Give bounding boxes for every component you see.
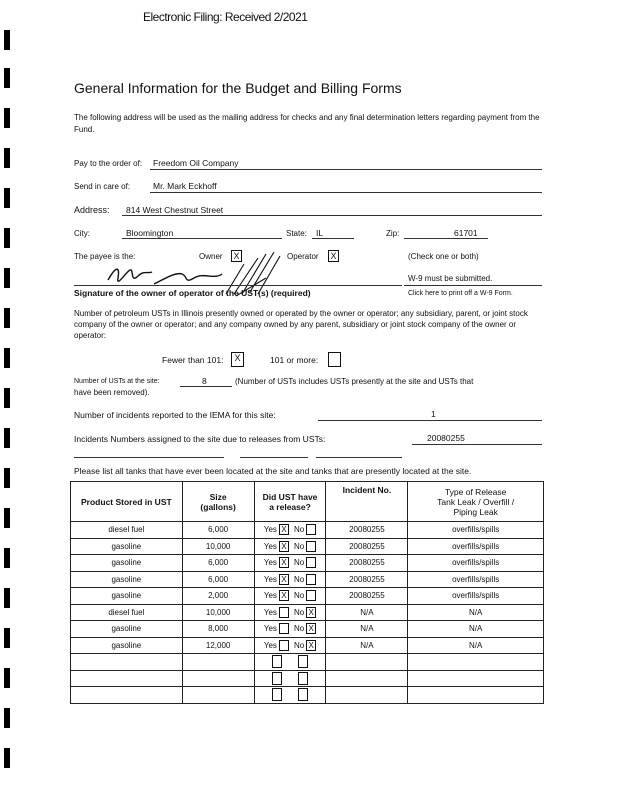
zip-value[interactable]: 61701: [454, 228, 478, 238]
margin-mark: [4, 628, 10, 648]
yes-checkbox[interactable]: X: [279, 590, 289, 601]
release-type-cell[interactable]: [408, 687, 544, 704]
no-label: No: [293, 591, 305, 601]
empty-table-row: [71, 670, 544, 687]
signature-line: [74, 285, 402, 286]
size-cell[interactable]: [182, 687, 254, 704]
yes-label: Yes: [263, 591, 277, 601]
no-checkbox[interactable]: [306, 590, 316, 601]
table-row: [71, 571, 544, 588]
owner-checkbox[interactable]: X: [231, 250, 242, 262]
yes-label: Yes: [263, 574, 277, 584]
margin-mark: [4, 268, 10, 288]
no-checkbox[interactable]: [298, 655, 308, 668]
margin-mark: [4, 30, 10, 50]
release-type-cell[interactable]: overfills/spills: [408, 571, 544, 588]
margin-mark: [4, 68, 10, 88]
check-note: (Check one or both): [408, 252, 479, 261]
table-row: [71, 555, 544, 572]
product-cell[interactable]: [71, 654, 183, 671]
care-of-line: [150, 192, 542, 193]
no-checkbox[interactable]: X: [306, 623, 316, 634]
release-cell: [254, 555, 326, 572]
more-than-label: 101 or more:: [270, 355, 319, 365]
margin-mark: [4, 188, 10, 208]
yes-label: Yes: [263, 558, 277, 568]
release-type-cell[interactable]: [408, 670, 544, 687]
empty-table-row: [71, 654, 544, 671]
release-cell: [254, 588, 326, 605]
incident-cell[interactable]: [326, 670, 408, 687]
no-checkbox[interactable]: X: [306, 607, 316, 618]
header-size: Size (gallons): [182, 482, 254, 522]
fewer-than-label: Fewer than 101:: [162, 355, 224, 365]
incident-cell[interactable]: N/A: [326, 604, 408, 621]
yes-label: Yes: [263, 624, 277, 634]
margin-mark: [4, 468, 10, 488]
address-value[interactable]: 814 West Chestnut Street: [126, 205, 224, 215]
yes-checkbox[interactable]: X: [279, 574, 289, 585]
margin-mark: [4, 348, 10, 368]
ust-count-question: Number of petroleum USTs in Illinois presently owned or operated by the owner or operator; any subsidiary, parent, or joint stock company of the owner or operator; and any company owned by any parent, subsidiary or joint stock company of the owner or operator:: [74, 309, 528, 340]
incident-numbers-label: Incidents Numbers assigned to the site due to releases from USTs:: [74, 434, 326, 444]
city-line: [122, 238, 282, 239]
no-checkbox[interactable]: [306, 524, 316, 535]
w9-note: W-9 must be submitted.: [408, 274, 493, 283]
incidents-count-line: [318, 420, 542, 421]
release-cell: [254, 621, 326, 638]
incidents-count-value[interactable]: 1: [431, 409, 436, 419]
yes-label: Yes: [263, 640, 277, 650]
release-type-cell[interactable]: overfills/spills: [408, 522, 544, 539]
release-type-cell[interactable]: overfills/spills: [408, 588, 544, 605]
product-cell[interactable]: diesel fuel: [71, 522, 183, 539]
yes-checkbox[interactable]: X: [279, 557, 289, 568]
release-cell: [254, 687, 326, 704]
header-incident: Incident No.: [326, 482, 408, 522]
yes-label: Yes: [263, 541, 277, 551]
yes-label: Yes: [263, 607, 277, 617]
margin-mark: [4, 228, 10, 248]
no-label: No: [293, 574, 305, 584]
no-checkbox[interactable]: [298, 688, 308, 701]
yes-label: Yes: [263, 525, 277, 535]
table-row: [71, 604, 544, 621]
table-row: [71, 522, 544, 539]
product-cell[interactable]: gasoline: [71, 538, 183, 555]
table-row: [71, 538, 544, 555]
tank-list-intro: Please list all tanks that have ever been located at the site and tanks that are presently located at the site.: [74, 466, 472, 476]
yes-checkbox[interactable]: X: [279, 541, 289, 552]
address-line: [122, 215, 542, 216]
yes-checkbox[interactable]: [279, 640, 289, 651]
zip-line: [404, 238, 488, 239]
margin-mark: [4, 748, 10, 768]
release-type-cell[interactable]: N/A: [408, 637, 544, 654]
pay-to-label: Pay to the order of:: [74, 159, 143, 168]
release-cell: [254, 538, 326, 555]
tank-table-header-row: [71, 482, 544, 522]
care-of-label: Send in care of:: [74, 182, 131, 191]
product-cell[interactable]: [71, 670, 183, 687]
margin-mark: [4, 588, 10, 608]
release-cell: [254, 604, 326, 621]
yes-checkbox[interactable]: X: [279, 524, 289, 535]
no-label: No: [293, 640, 305, 650]
no-checkbox[interactable]: [306, 541, 316, 552]
w9-line: [404, 285, 542, 286]
product-cell[interactable]: gasoline: [71, 588, 183, 605]
no-label: No: [293, 607, 305, 617]
incident-cell[interactable]: [326, 654, 408, 671]
yes-checkbox[interactable]: [272, 655, 282, 668]
tank-table: [70, 481, 544, 704]
margin-mark: [4, 388, 10, 408]
no-checkbox[interactable]: [306, 574, 316, 585]
product-cell[interactable]: diesel fuel: [71, 604, 183, 621]
incident-cell[interactable]: 20080255: [326, 571, 408, 588]
yes-checkbox[interactable]: [279, 623, 289, 634]
release-cell: [254, 654, 326, 671]
intro-text: The following address will be used as the mailing address for checks and any final determination letters regarding payment from the Fund.: [74, 113, 540, 134]
yes-checkbox[interactable]: [272, 688, 282, 701]
site-usts-note-cont: have been removed).: [74, 388, 150, 397]
care-of-value[interactable]: Mr. Mark Eckhoff: [153, 181, 217, 191]
size-cell[interactable]: 6,000: [182, 522, 254, 539]
release-cell: [254, 670, 326, 687]
signature-label: Signature of the owner of operator of the UST(s) (required): [74, 288, 311, 298]
margin-mark: [4, 508, 10, 528]
w9-link[interactable]: Click here to print off a W-9 Form.: [408, 290, 513, 297]
incident-cell[interactable]: 20080255: [326, 555, 408, 572]
state-value[interactable]: IL: [316, 228, 324, 238]
release-type-cell[interactable]: overfills/spills: [408, 538, 544, 555]
margin-mark: [4, 668, 10, 688]
incident-cell[interactable]: 20080255: [326, 538, 408, 555]
page-title: General Information for the Budget and Billing Forms: [74, 80, 402, 96]
more-than-checkbox[interactable]: [328, 352, 341, 367]
no-checkbox[interactable]: [306, 557, 316, 568]
operator-label: Operator: [287, 252, 319, 261]
size-cell[interactable]: [182, 670, 254, 687]
release-type-cell[interactable]: N/A: [408, 621, 544, 638]
site-usts-label: Number of USTs at the site:: [74, 378, 160, 385]
header-type: Type of Release Tank Leak / Overfill / Piping Leak: [408, 482, 544, 522]
release-type-cell[interactable]: overfills/spills: [408, 555, 544, 572]
margin-mark: [4, 108, 10, 128]
no-label: No: [293, 525, 305, 535]
no-label: No: [293, 624, 305, 634]
incident-cell[interactable]: N/A: [326, 621, 408, 638]
size-cell[interactable]: 6,000: [182, 571, 254, 588]
state-label: State:: [286, 229, 307, 238]
size-cell[interactable]: [182, 654, 254, 671]
payee-type-label: The payee is the:: [74, 252, 136, 261]
incidents-count-label: Number of incidents reported to the IEMA for this site:: [74, 410, 276, 420]
margin-mark: [4, 428, 10, 448]
no-label: No: [293, 558, 305, 568]
header-release: Did UST have a release?: [254, 482, 326, 522]
size-cell[interactable]: 8,000: [182, 621, 254, 638]
release-type-cell[interactable]: N/A: [408, 604, 544, 621]
site-usts-value[interactable]: 8: [202, 376, 207, 386]
state-line: [312, 238, 354, 239]
table-row: [71, 588, 544, 605]
size-cell[interactable]: 10,000: [182, 604, 254, 621]
incident-numbers-value[interactable]: 20080255: [427, 433, 465, 443]
yes-checkbox[interactable]: [279, 607, 289, 618]
table-row: [71, 637, 544, 654]
release-cell: [254, 522, 326, 539]
fewer-than-checkbox[interactable]: X: [231, 352, 244, 367]
no-checkbox[interactable]: X: [306, 640, 316, 651]
city-value[interactable]: Bloomington: [126, 228, 174, 238]
operator-checkbox[interactable]: X: [328, 250, 339, 262]
incident-cell[interactable]: 20080255: [326, 522, 408, 539]
product-cell[interactable]: gasoline: [71, 555, 183, 572]
size-cell[interactable]: 2,000: [182, 588, 254, 605]
no-checkbox[interactable]: [298, 672, 308, 685]
release-cell: [254, 571, 326, 588]
city-label: City:: [74, 229, 90, 238]
yes-checkbox[interactable]: [272, 672, 282, 685]
release-type-cell[interactable]: [408, 654, 544, 671]
pay-to-value[interactable]: Freedom Oil Company: [153, 158, 239, 168]
incident-cell[interactable]: 20080255: [326, 588, 408, 605]
site-usts-line: [180, 386, 232, 387]
no-label: No: [293, 541, 305, 551]
address-label: Address:: [74, 205, 110, 215]
release-cell: [254, 637, 326, 654]
empty-table-row: [71, 687, 544, 704]
product-cell[interactable]: gasoline: [71, 637, 183, 654]
owner-label: Owner: [199, 252, 223, 261]
table-row: [71, 621, 544, 638]
incident-cell[interactable]: [326, 687, 408, 704]
site-usts-note: (Number of USTs includes USTs presently at the site and USTs that: [235, 377, 474, 386]
incident-numbers-line: [412, 444, 542, 445]
margin-mark: [4, 708, 10, 728]
product-cell[interactable]: gasoline: [71, 571, 183, 588]
product-cell[interactable]: [71, 687, 183, 704]
size-cell[interactable]: 12,000: [182, 637, 254, 654]
size-cell[interactable]: 6,000: [182, 555, 254, 572]
header-product: Product Stored in UST: [71, 482, 183, 522]
incident-numbers-line-3: [240, 457, 308, 458]
incident-numbers-line-2: [74, 457, 224, 458]
incident-numbers-line-4: [316, 457, 402, 458]
incident-cell[interactable]: N/A: [326, 637, 408, 654]
filing-stamp: Electronic Filing: Received 2/2021: [143, 10, 308, 24]
pay-to-line: [150, 169, 542, 170]
margin-mark: [4, 148, 10, 168]
product-cell[interactable]: gasoline: [71, 621, 183, 638]
margin-mark: [4, 548, 10, 568]
margin-mark: [4, 308, 10, 328]
size-cell[interactable]: 10,000: [182, 538, 254, 555]
zip-label: Zip:: [386, 229, 400, 238]
